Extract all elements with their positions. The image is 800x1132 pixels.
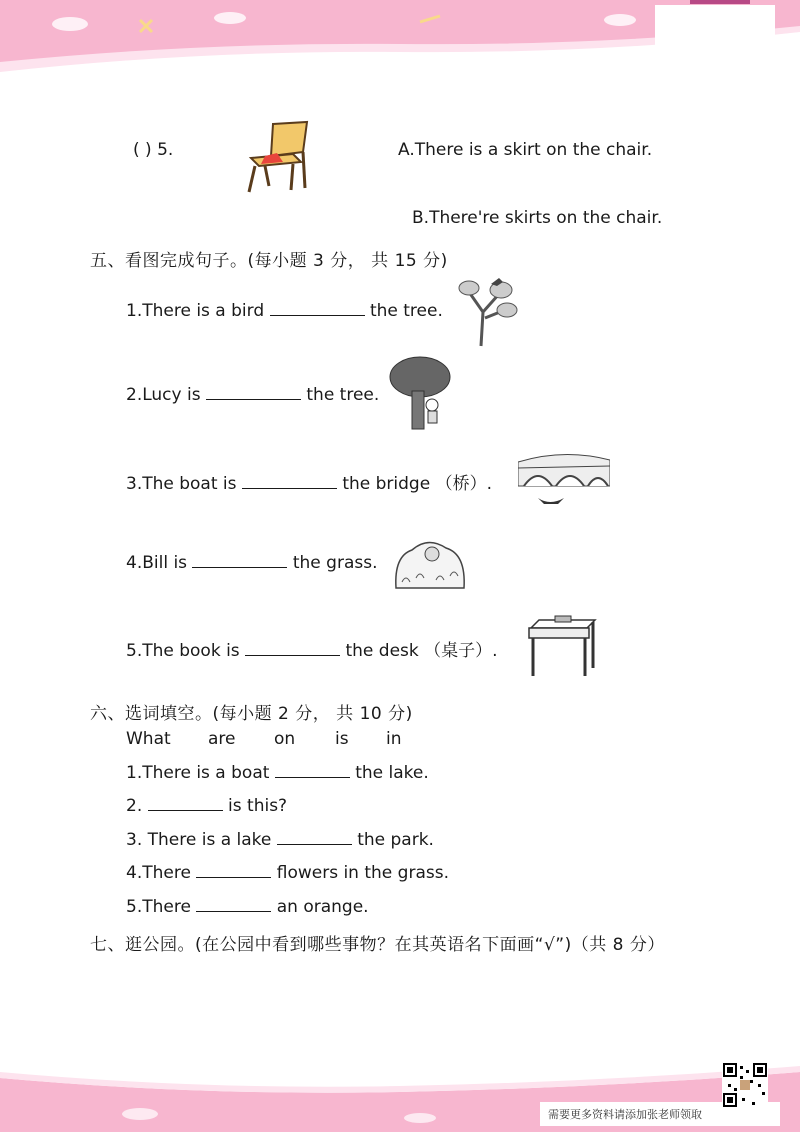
item-text-before: 4.There — [126, 863, 191, 883]
boy-in-grass-picture — [392, 532, 467, 592]
answer-blank[interactable] — [196, 863, 271, 878]
q5-option-a: A.There is a skirt on the chair. — [398, 140, 653, 160]
footer-text: 需要更多资料请添加张老师领取 — [548, 1108, 702, 1121]
answer-blank[interactable] — [242, 474, 337, 489]
chair-with-skirt-picture — [243, 120, 313, 195]
item-text-after: the tree. — [369, 301, 443, 321]
book-on-desk-picture — [525, 612, 597, 678]
section6-item-2 — [126, 796, 287, 816]
item-text-before: 5.There — [126, 897, 191, 917]
word-bank-word: is — [335, 729, 349, 749]
q5-option-b: B.There're skirts on the chair. — [412, 208, 663, 228]
item-text-before: 1.There is a bird — [126, 301, 265, 321]
boat-under-bridge-picture — [518, 448, 610, 510]
word-bank-word: are — [208, 729, 236, 749]
section5-item-3 — [126, 469, 492, 494]
item-text-after: is this? — [228, 796, 288, 816]
answer-blank[interactable] — [275, 763, 350, 778]
item-text-before: 1.There is a boat — [126, 763, 270, 783]
qr-code-icon — [722, 1062, 768, 1108]
item-text-before: 4.Bill is — [126, 553, 188, 573]
answer-blank[interactable] — [148, 796, 223, 811]
item-text-after: the grass. — [292, 553, 378, 573]
item-text-after: the bridge （桥）. — [342, 474, 492, 494]
item-text-after: the lake. — [355, 763, 429, 783]
item-text-after: the park. — [357, 830, 434, 850]
answer-blank[interactable] — [192, 553, 287, 568]
section7-heading: 七、逛公园。(在公园中看到哪些事物？在其英语名下面画“√”)（共 8 分） — [90, 935, 665, 955]
word-bank-word: What — [126, 729, 171, 749]
word-bank — [126, 729, 402, 749]
answer-blank[interactable] — [277, 830, 352, 845]
word-bank-word: in — [386, 729, 402, 749]
section6-item-1 — [126, 763, 429, 783]
item-text-after: an orange. — [276, 897, 369, 917]
word-bank-word: on — [274, 729, 296, 749]
section6-heading: 六、选词填空。(每小题 2 分， 共 10 分) — [90, 704, 413, 724]
bird-in-tree-picture — [455, 272, 520, 347]
top-banner — [0, 0, 800, 75]
item-text-after: the desk （桌子）. — [345, 641, 498, 661]
q5-number: ( ) 5. — [133, 140, 174, 160]
section5-item-1 — [126, 301, 443, 321]
section6-item-5 — [126, 897, 369, 917]
item-text-before: 5.The book is — [126, 641, 240, 661]
answer-blank[interactable] — [245, 641, 340, 656]
item-text-after: the tree. — [306, 385, 380, 405]
girl-behind-tree-picture — [388, 355, 453, 430]
item-text-before: 2.Lucy is — [126, 385, 201, 405]
item-text-before: 3.The boat is — [126, 474, 237, 494]
section5-heading: 五、看图完成句子。(每小题 3 分， 共 15 分) — [90, 251, 448, 271]
item-text-before: 2. — [126, 796, 143, 816]
answer-blank[interactable] — [206, 385, 301, 400]
item-text-after: flowers in the grass. — [276, 863, 449, 883]
section5-item-2 — [126, 385, 379, 405]
answer-blank[interactable] — [196, 897, 271, 912]
section5-item-5 — [126, 636, 498, 661]
answer-blank[interactable] — [270, 301, 365, 316]
section5-item-4 — [126, 553, 377, 573]
section6-item-3 — [126, 830, 434, 850]
item-text-before: 3. There is a lake — [126, 830, 272, 850]
section6-item-4 — [126, 863, 449, 883]
